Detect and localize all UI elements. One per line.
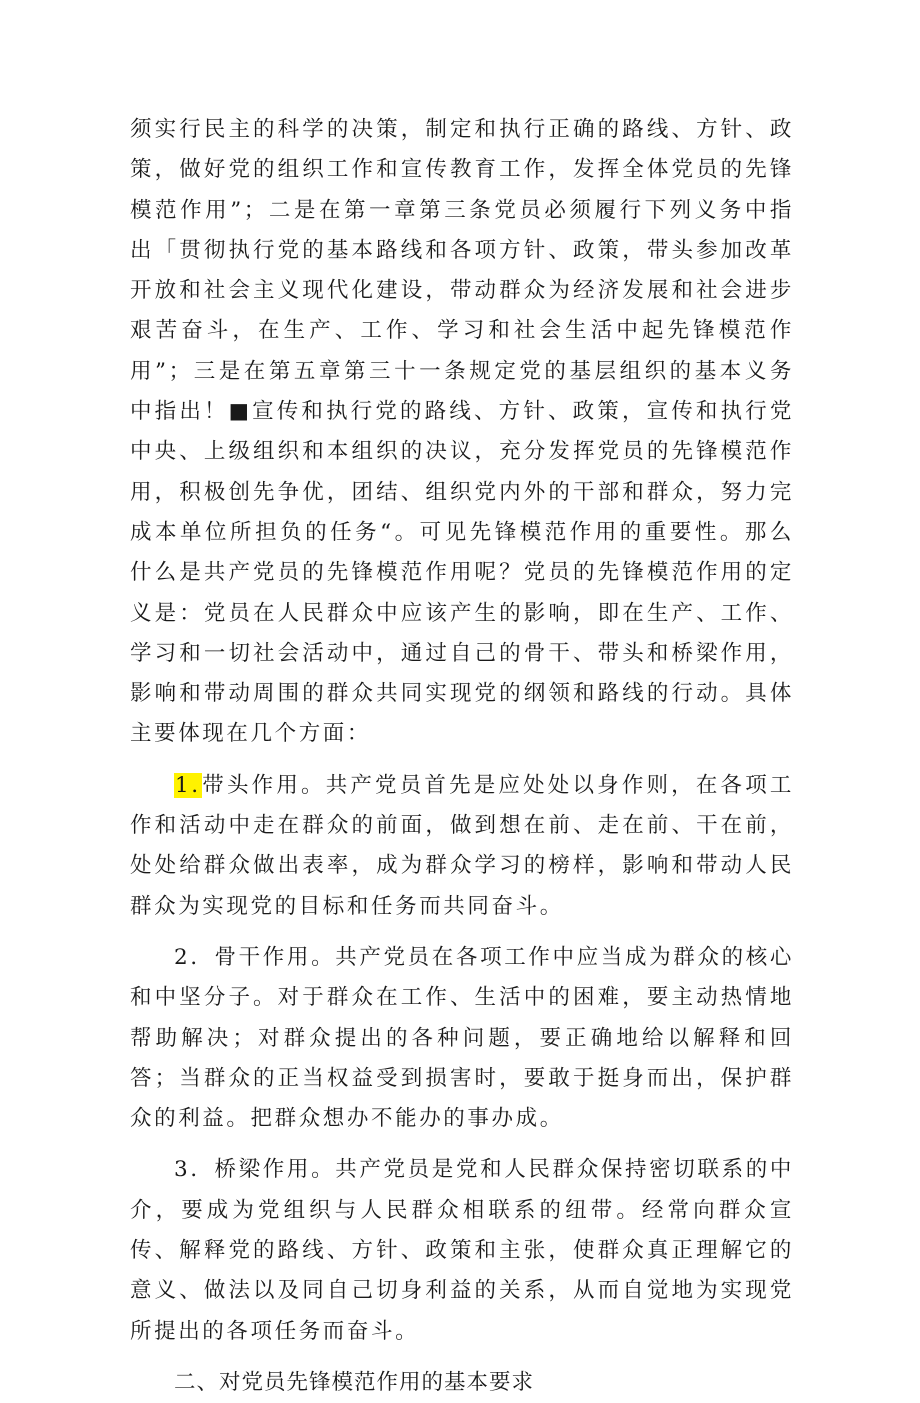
list-item-bridge-role: 3．桥梁作用。共产党员是党和人民群众保持密切联系的中介，要成为党组织与人民群众相联系的纽带。经常向群众宣传、解释党的路线、方针、政策和主张，使群众真正理解它的意义、做法以及同自己切身利益的关系，从而自觉地为实现党所提出的各项任务而奋斗。 — [130, 1157, 794, 1344]
list-item-leading-role — [130, 766, 794, 927]
list-item-backbone-role: 2．骨干作用。共产党员在各项工作中应当成为群众的核心和中坚分子。对于群众在工作、生活中的困难，要主动热情地帮助解决；对群众提出的各种问题，要正确地给以解释和回答；当群众的正当权益受到损害时，要敢于挺身而出，保护群众的利益。把群众想办不能办的事办成。 — [130, 944, 794, 1132]
highlighted-number: 1. — [175, 772, 201, 798]
list-item-text: 带头作用。共产党员首先是应处处以身作则，在各项工作和活动中走在群众的前面，做到想在前、走在前、干在前，处处给群众做出表率，成为群众学习的榜样，影响和带动人民群众为实现党的目标和任务而共同奋斗。 — [130, 772, 794, 919]
document-body — [130, 110, 794, 1403]
paragraph-intro: 须实行民主的科学的决策，制定和执行正确的路线、方针、政策，做好党的组织工作和宣传教育工作，发挥全体党员的先锋模范作用”；二是在第一章第三条党员必须履行下列义务中指出「贯彻执行党的基本路线和各项方针、政策，带头参加改革开放和社会主义现代化建设，带动群众为经济发展和社会进步艰苦奋斗，在生产、工作、学习和社会生活中起先锋模范作用”；三是在第五章第三十一条规定党的基层组织的基本义务中指出！■宣传和执行党的路线、方针、政策，宣传和执行党中央、上级组织和本组织的决议，充分发挥党员的先锋模范作用，积极创先争优，团结、组织党内外的干部和群众，努力完成本单位所担负的任务“。可见先锋模范作用的重要性。那么什么是共产党员的先锋模范作用呢？党员的先锋模范作用的定义是：党员在人民群众中应该产生的影响，即在生产、工作、学习和一切社会活动中，通过自己的骨干、带头和桥梁作用，影响和带动周围的群众共同实现党的纲领和路线的行动。具体主要体现在几个方面： — [130, 117, 794, 747]
section-heading: 二、对党员先锋模范作用的基本要求 — [174, 1369, 535, 1395]
